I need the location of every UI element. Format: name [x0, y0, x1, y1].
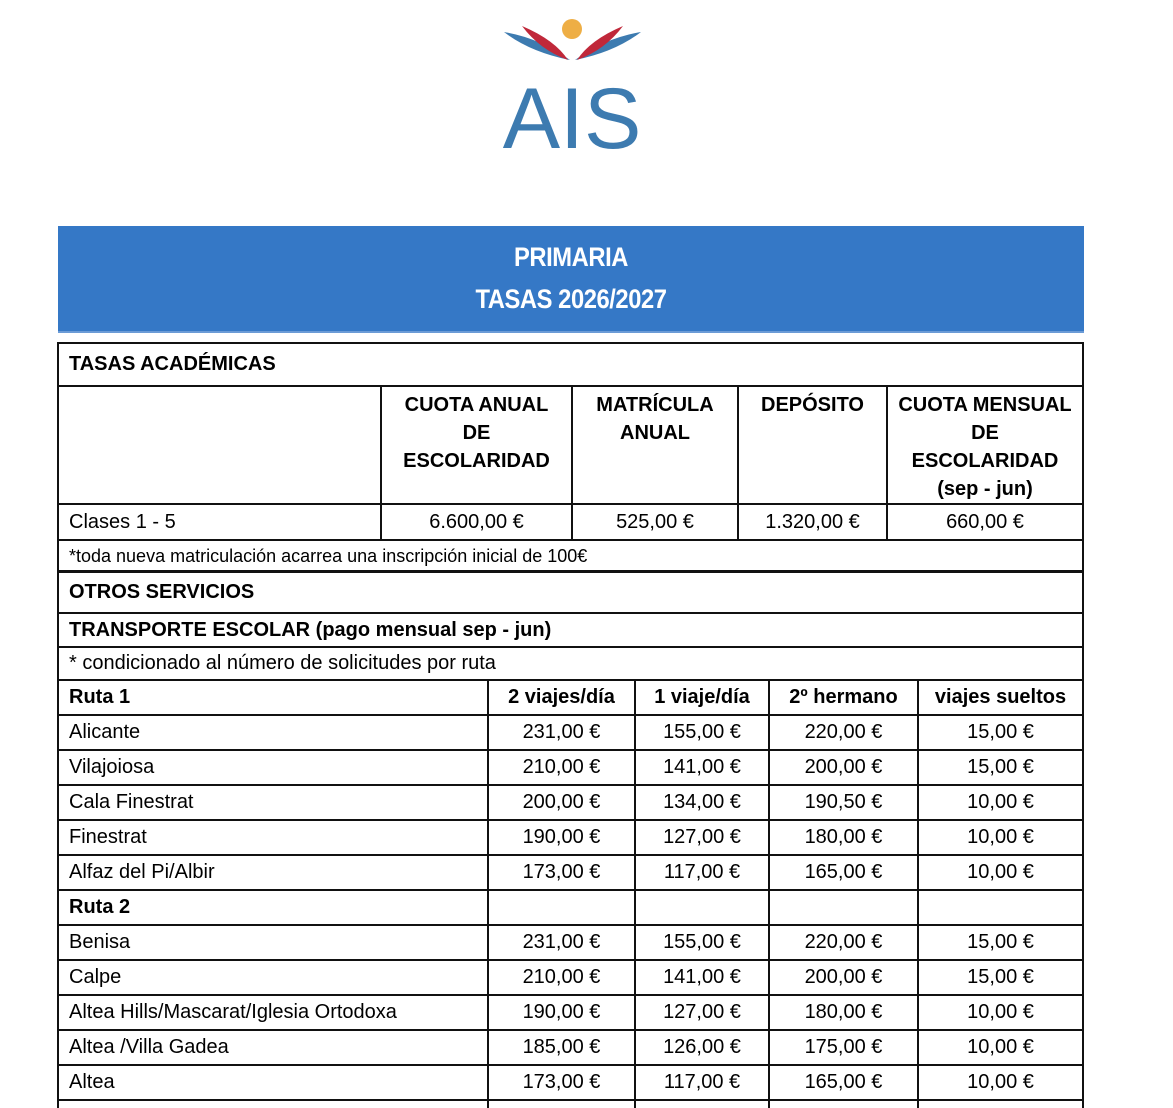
table-row: [58, 1100, 1083, 1108]
header-deposito: DEPÓSITO: [738, 386, 887, 504]
academic-section-title: TASAS ACADÉMICAS: [58, 343, 1083, 386]
price-cell: 10,00 €: [918, 1030, 1083, 1065]
header-matricula: MATRÍCULA ANUAL: [572, 386, 738, 504]
table-row: [58, 504, 1083, 540]
stop-name: Finestrat: [58, 820, 488, 855]
price-cell: 175,00 €: [769, 1030, 918, 1065]
route-name: Ruta 2: [58, 890, 488, 925]
table-row: [58, 995, 1083, 1030]
price-cell: 165,00 €: [769, 1065, 918, 1100]
stop-name: Alicante: [58, 715, 488, 750]
matricula-value: 525,00 €: [572, 504, 738, 540]
academic-note: *toda nueva matriculación acarrea una inscripción inicial de 100€: [58, 540, 1083, 572]
header-empty-cell: [58, 386, 381, 504]
stop-name: Altea Hills/Mascarat/Iglesia Ortodoxa: [58, 995, 488, 1030]
price-cell: 10,00 €: [918, 820, 1083, 855]
table-header-row: [58, 386, 1083, 504]
stop-name: Cala Finestrat: [58, 785, 488, 820]
price-cell: 190,00 €: [488, 995, 635, 1030]
table-row: [58, 785, 1083, 820]
ais-logo: [500, 14, 645, 154]
price-cell: 190,00 €: [488, 820, 635, 855]
column-header-sibling: 2º hermano: [769, 680, 918, 715]
table-row: [58, 715, 1083, 750]
price-cell: 165,00 €: [769, 855, 918, 890]
table-row: [58, 820, 1083, 855]
header-cuota-anual: CUOTA ANUAL DE ESCOLARIDAD: [381, 386, 572, 504]
price-cell: 190,50 €: [769, 785, 918, 820]
price-cell: 173,00 €: [488, 855, 635, 890]
price-cell: 15,00 €: [918, 925, 1083, 960]
price-cell: 220,00 €: [769, 925, 918, 960]
price-cell: 117,00 €: [635, 1065, 769, 1100]
price-cell: 220,00 €: [769, 715, 918, 750]
deposito-value: 1.320,00 €: [738, 504, 887, 540]
cuota-mensual-value: 660,00 €: [887, 504, 1083, 540]
price-cell: 141,00 €: [635, 960, 769, 995]
price-cell: 185,00 €: [488, 1030, 635, 1065]
table-row: [58, 960, 1083, 995]
ais-logo-icon: [500, 14, 645, 154]
table-row: [58, 1065, 1083, 1100]
stop-name: Altea /Villa Gadea: [58, 1030, 488, 1065]
table-row: [58, 540, 1083, 572]
price-cell: 15,00 €: [918, 960, 1083, 995]
price-cell: 231,00 €: [488, 715, 635, 750]
price-cell: 180,00 €: [769, 995, 918, 1030]
stop-name: Altea: [58, 1065, 488, 1100]
page-title-banner: [58, 226, 1084, 333]
column-header-2-trips: 2 viajes/día: [488, 680, 635, 715]
price-cell: 10,00 €: [918, 855, 1083, 890]
price-cell: 173,00 €: [488, 1065, 635, 1100]
empty-cell: [58, 1100, 488, 1108]
table-row: [58, 1030, 1083, 1065]
price-cell: 127,00 €: [635, 995, 769, 1030]
empty-cell: [635, 1100, 769, 1108]
stop-name: Alfaz del Pi/Albir: [58, 855, 488, 890]
route-header-row: [58, 680, 1083, 715]
price-cell: 200,00 €: [488, 785, 635, 820]
price-cell: 210,00 €: [488, 750, 635, 785]
table-row: [58, 571, 1083, 613]
price-cell: 117,00 €: [635, 855, 769, 890]
price-cell: 134,00 €: [635, 785, 769, 820]
price-cell: 10,00 €: [918, 1065, 1083, 1100]
other-services-table: [57, 570, 1084, 1108]
price-cell: 127,00 €: [635, 820, 769, 855]
route-name: Ruta 1: [58, 680, 488, 715]
price-cell: 155,00 €: [635, 925, 769, 960]
stop-name: Vilajoiosa: [58, 750, 488, 785]
price-cell: 10,00 €: [918, 995, 1083, 1030]
empty-cell: [769, 890, 918, 925]
route-header-row: [58, 890, 1083, 925]
price-cell: 200,00 €: [769, 750, 918, 785]
price-cell: 10,00 €: [918, 785, 1083, 820]
empty-cell: [918, 1100, 1083, 1108]
banner-line-2: TASAS 2026/2027: [475, 284, 667, 314]
column-header-single-trips: viajes sueltos: [918, 680, 1083, 715]
price-cell: 231,00 €: [488, 925, 635, 960]
price-cell: 180,00 €: [769, 820, 918, 855]
header-cuota-mensual: CUOTA MENSUAL DE ESCOLARIDAD (sep - jun): [887, 386, 1083, 504]
empty-cell: [918, 890, 1083, 925]
table-row: [58, 855, 1083, 890]
empty-cell: [635, 890, 769, 925]
price-cell: 126,00 €: [635, 1030, 769, 1065]
price-cell: 210,00 €: [488, 960, 635, 995]
price-cell: 155,00 €: [635, 715, 769, 750]
table-row: [58, 613, 1083, 647]
cuota-anual-value: 6.600,00 €: [381, 504, 572, 540]
table-row: [58, 750, 1083, 785]
empty-cell: [488, 1100, 635, 1108]
row-label: Clases 1 - 5: [58, 504, 381, 540]
table-row: [58, 647, 1083, 680]
price-cell: 141,00 €: [635, 750, 769, 785]
price-cell: 15,00 €: [918, 750, 1083, 785]
stop-name: Benisa: [58, 925, 488, 960]
academic-fees-table: [57, 342, 1084, 573]
table-row: [58, 925, 1083, 960]
transport-note: * condicionado al número de solicitudes por ruta: [58, 647, 1083, 680]
empty-cell: [769, 1100, 918, 1108]
price-cell: 200,00 €: [769, 960, 918, 995]
transport-title: TRANSPORTE ESCOLAR (pago mensual sep - jun): [58, 613, 1083, 647]
banner-line-1: PRIMARIA: [514, 242, 628, 272]
stop-name: Calpe: [58, 960, 488, 995]
column-header-1-trip: 1 viaje/día: [635, 680, 769, 715]
table-row: [58, 343, 1083, 386]
svg-text:AIS: AIS: [502, 71, 642, 154]
empty-cell: [488, 890, 635, 925]
price-cell: 15,00 €: [918, 715, 1083, 750]
services-section-title: OTROS SERVICIOS: [58, 571, 1083, 613]
